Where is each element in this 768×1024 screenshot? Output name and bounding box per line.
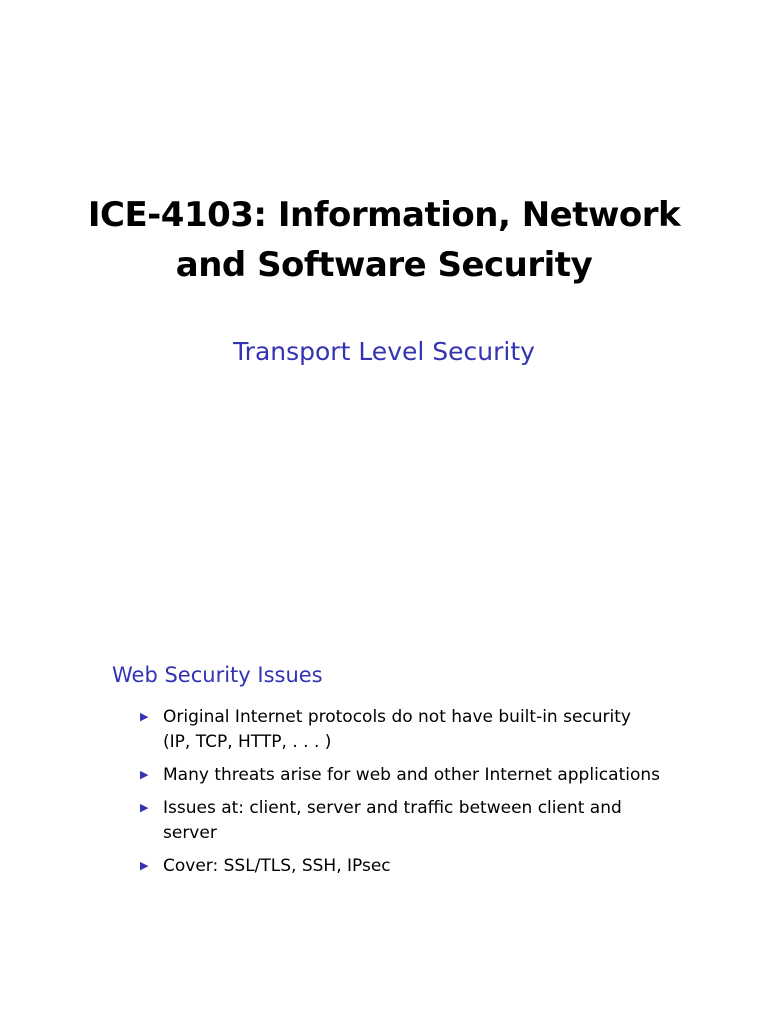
main-title	[0, 190, 768, 290]
content-slide	[0, 510, 768, 1024]
list-item	[140, 705, 660, 755]
bullet-text: Issues at: client, server and traffic between client and server	[163, 798, 622, 843]
bullet-text: Cover: SSL/TLS, SSH, IPsec	[163, 856, 391, 876]
list-item	[140, 763, 660, 788]
main-title-line-2: and Software Security	[175, 245, 593, 285]
triangle-right-icon: ▶	[140, 769, 149, 781]
bullet-text: Original Internet protocols do not have built-in security (IP, TCP, HTTP, . . . )	[163, 707, 631, 752]
title-slide	[0, 0, 768, 510]
frame-title: Web Security Issues	[112, 663, 323, 687]
triangle-right-icon: ▶	[140, 711, 149, 723]
subtitle: Transport Level Security	[233, 337, 535, 366]
list-item	[140, 854, 660, 879]
triangle-right-icon: ▶	[140, 860, 149, 872]
bullet-list	[140, 705, 660, 887]
list-item	[140, 796, 660, 846]
main-title-line-1: ICE-4103: Information, Network	[87, 195, 681, 235]
triangle-right-icon: ▶	[140, 802, 149, 814]
bullet-text: Many threats arise for web and other Internet applications	[163, 765, 660, 785]
